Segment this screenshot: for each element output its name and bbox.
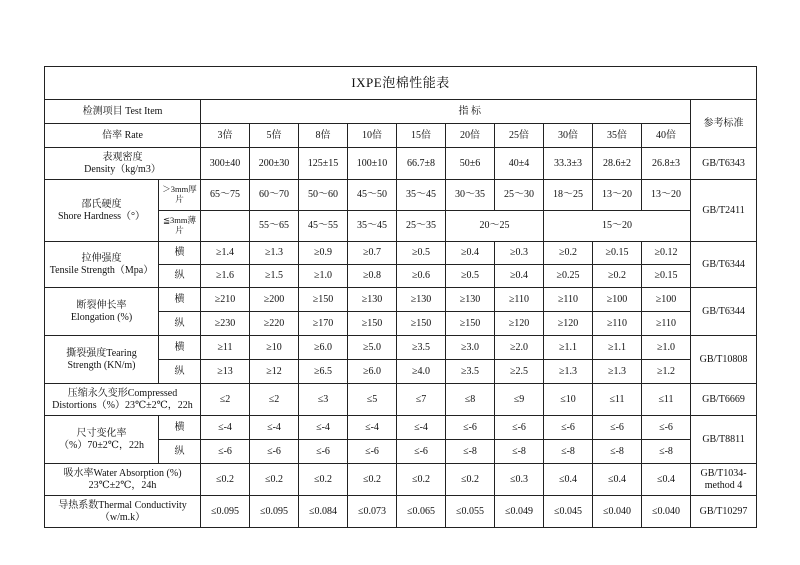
hardness-standard: GB/T2411 (691, 180, 757, 242)
value-cell: ≤-4 (201, 416, 250, 440)
hardness-row-thick (45, 180, 757, 211)
value-cell: ≥0.5 (397, 242, 446, 265)
value-cell: 45～55 (299, 211, 348, 242)
rate-cell: 30倍 (544, 124, 593, 148)
value-cell: ≤-8 (495, 440, 544, 464)
value-cell: ≤-4 (348, 416, 397, 440)
value-cell: ≥6.0 (348, 360, 397, 384)
value-cell: ≤0.2 (446, 464, 495, 496)
value-cell: 35～45 (348, 211, 397, 242)
value-cell: ≥200 (250, 288, 299, 312)
value-cell: ≤-8 (593, 440, 642, 464)
value-cell: ≥130 (397, 288, 446, 312)
value-cell: ≤-4 (250, 416, 299, 440)
tensile-sub-longitudinal: 纵 (159, 265, 201, 288)
value-cell: 60～70 (250, 180, 299, 211)
density-label: 表观密度 Density（kg/m3） (45, 148, 201, 180)
value-cell: 200±30 (250, 148, 299, 180)
hardness-sub-thin: ≦3mm薄片 (159, 211, 201, 242)
value-cell: ≥0.2 (544, 242, 593, 265)
value-cell: ≥0.7 (348, 242, 397, 265)
value-cell: ≤0.065 (397, 496, 446, 528)
value-cell: ≤-6 (397, 440, 446, 464)
value-cell: ≤0.4 (593, 464, 642, 496)
water-standard: GB/T1034- method 4 (691, 464, 757, 496)
value-cell: ≤0.084 (299, 496, 348, 528)
value-cell: ≥0.3 (495, 242, 544, 265)
value-cell: ≤-4 (299, 416, 348, 440)
value-cell: 30～35 (446, 180, 495, 211)
value-cell: 66.7±8 (397, 148, 446, 180)
value-cell: ≤0.049 (495, 496, 544, 528)
thermal-standard: GB/T10297 (691, 496, 757, 528)
rate-cell: 8倍 (299, 124, 348, 148)
value-cell: ≤0.4 (544, 464, 593, 496)
value-cell: ≥150 (397, 312, 446, 336)
value-cell: ≥3.5 (397, 336, 446, 360)
value-cell: ≥0.15 (593, 242, 642, 265)
value-cell: ≥3.0 (446, 336, 495, 360)
rate-cell: 3倍 (201, 124, 250, 148)
value-cell: ≥110 (495, 288, 544, 312)
rate-cell: 10倍 (348, 124, 397, 148)
value-cell: ≥1.0 (642, 336, 691, 360)
value-cell: ≥210 (201, 288, 250, 312)
value-cell: ≤0.055 (446, 496, 495, 528)
value-cell: ≤2 (201, 384, 250, 416)
value-cell: ≤-8 (446, 440, 495, 464)
value-cell: ≥3.5 (446, 360, 495, 384)
density-standard: GB/T6343 (691, 148, 757, 180)
dimensional-sub-transverse: 横 (159, 416, 201, 440)
dimensional-row-transverse (45, 416, 757, 440)
value-cell: ≥110 (593, 312, 642, 336)
value-cell: ≤0.2 (250, 464, 299, 496)
rate-row (45, 124, 757, 148)
value-cell: ≤0.095 (250, 496, 299, 528)
value-cell: ≤11 (642, 384, 691, 416)
value-cell: ≥220 (250, 312, 299, 336)
value-cell: ≤0.045 (544, 496, 593, 528)
value-cell: ≤-6 (299, 440, 348, 464)
value-cell: ≤0.040 (642, 496, 691, 528)
value-cell: ≥0.4 (495, 265, 544, 288)
value-cell: ≥1.3 (544, 360, 593, 384)
value-cell: ≤2 (250, 384, 299, 416)
value-cell: ≥0.2 (593, 265, 642, 288)
dimensional-label: 尺寸变化率 （%）70±2℃，22h (45, 416, 159, 464)
value-cell (201, 211, 250, 242)
value-cell: ≥10 (250, 336, 299, 360)
compression-label: 压缩永久变形Compressed Distortions（%）23℃±2℃，22h (45, 384, 201, 416)
value-cell: ≤-6 (642, 416, 691, 440)
tensile-sub-transverse: 横 (159, 242, 201, 265)
value-cell: 20～25 (446, 211, 544, 242)
value-cell: ≤0.073 (348, 496, 397, 528)
value-cell: ≥6.0 (299, 336, 348, 360)
ixpe-foam-properties-sheet (44, 66, 756, 528)
elongation-row-transverse (45, 288, 757, 312)
value-cell: 15～20 (544, 211, 691, 242)
value-cell: ≥0.5 (446, 265, 495, 288)
value-cell: ≥2.0 (495, 336, 544, 360)
value-cell: ≤-4 (397, 416, 446, 440)
value-cell: ≥110 (642, 312, 691, 336)
value-cell: ≥150 (348, 312, 397, 336)
value-cell: 25～35 (397, 211, 446, 242)
tearing-sub-transverse: 横 (159, 336, 201, 360)
value-cell: ≥0.9 (299, 242, 348, 265)
value-cell: ≥1.6 (201, 265, 250, 288)
value-cell: ≥1.3 (250, 242, 299, 265)
value-cell: ≤-6 (348, 440, 397, 464)
water-label: 吸水率Water Absorption (%) 23℃±2℃，24h (45, 464, 201, 496)
value-cell: 35～45 (397, 180, 446, 211)
value-cell: 25～30 (495, 180, 544, 211)
tensile-label: 拉伸强度 Tensile Strength（Mpa） (45, 242, 159, 288)
value-cell: ≤10 (544, 384, 593, 416)
value-cell: 40±4 (495, 148, 544, 180)
value-cell: ≥4.0 (397, 360, 446, 384)
tearing-row-transverse (45, 336, 757, 360)
hardness-label: 邵氏硬度 Shore Hardness（°） (45, 180, 159, 242)
value-cell: ≥1.1 (544, 336, 593, 360)
value-cell: 100±10 (348, 148, 397, 180)
value-cell: ≤-6 (446, 416, 495, 440)
value-cell: ≤0.2 (299, 464, 348, 496)
hardness-sub-thick: ＞3mm厚片 (159, 180, 201, 211)
rate-cell: 35倍 (593, 124, 642, 148)
value-cell: ≥230 (201, 312, 250, 336)
value-cell: 33.3±3 (544, 148, 593, 180)
value-cell: 50～60 (299, 180, 348, 211)
value-cell: ≤11 (593, 384, 642, 416)
rate-cell: 25倍 (495, 124, 544, 148)
value-cell: ≥100 (642, 288, 691, 312)
value-cell: 55～65 (250, 211, 299, 242)
water-row (45, 464, 757, 496)
value-cell: ≥1.2 (642, 360, 691, 384)
value-cell: ≥170 (299, 312, 348, 336)
value-cell: ≥120 (495, 312, 544, 336)
compression-standard: GB/T6669 (691, 384, 757, 416)
elongation-sub-longitudinal: 纵 (159, 312, 201, 336)
value-cell: ≥1.3 (593, 360, 642, 384)
value-cell: ≤5 (348, 384, 397, 416)
tensile-row-transverse (45, 242, 757, 265)
tearing-label: 撕裂强度Tearing Strength (KN/m) (45, 336, 159, 384)
compression-row (45, 384, 757, 416)
value-cell: ≥13 (201, 360, 250, 384)
value-cell: ≥1.1 (593, 336, 642, 360)
value-cell: 18～25 (544, 180, 593, 211)
density-row (45, 148, 757, 180)
value-cell: ≤9 (495, 384, 544, 416)
value-cell: ≥0.12 (642, 242, 691, 265)
value-cell: ≥0.25 (544, 265, 593, 288)
value-cell: ≤0.3 (495, 464, 544, 496)
elongation-standard: GB/T6344 (691, 288, 757, 336)
value-cell: ≥12 (250, 360, 299, 384)
value-cell: 50±6 (446, 148, 495, 180)
value-cell: ≥5.0 (348, 336, 397, 360)
thermal-row (45, 496, 757, 528)
value-cell: ≤8 (446, 384, 495, 416)
value-cell: ≥110 (544, 288, 593, 312)
tensile-standard: GB/T6344 (691, 242, 757, 288)
value-cell: ≥1.5 (250, 265, 299, 288)
value-cell: 45～50 (348, 180, 397, 211)
value-cell: ≤-8 (544, 440, 593, 464)
value-cell: ≥120 (544, 312, 593, 336)
rate-cell: 20倍 (446, 124, 495, 148)
value-cell: ≤0.4 (642, 464, 691, 496)
dimensional-sub-longitudinal: 纵 (159, 440, 201, 464)
header-rate: 倍率 Rate (45, 124, 201, 148)
value-cell: ≥0.4 (446, 242, 495, 265)
value-cell: ≥150 (446, 312, 495, 336)
value-cell: ≤-8 (642, 440, 691, 464)
value-cell: 65～75 (201, 180, 250, 211)
value-cell: 13～20 (642, 180, 691, 211)
value-cell: ≤0.2 (348, 464, 397, 496)
value-cell: ≤-6 (495, 416, 544, 440)
value-cell: ≥11 (201, 336, 250, 360)
value-cell: ≥100 (593, 288, 642, 312)
value-cell: ≤0.095 (201, 496, 250, 528)
tearing-standard: GB/T10808 (691, 336, 757, 384)
value-cell: ≤0.2 (397, 464, 446, 496)
value-cell: 13～20 (593, 180, 642, 211)
value-cell: ≥130 (446, 288, 495, 312)
thermal-label: 导热系数Thermal Conductivity （w/m.k） (45, 496, 201, 528)
value-cell: ≤-6 (201, 440, 250, 464)
value-cell: ≤7 (397, 384, 446, 416)
table-title: IXPE泡棉性能表 (45, 67, 757, 100)
value-cell: ≥0.15 (642, 265, 691, 288)
value-cell: ≤0.2 (201, 464, 250, 496)
value-cell: 300±40 (201, 148, 250, 180)
value-cell: ≥6.5 (299, 360, 348, 384)
elongation-label: 断裂伸长率 Elongation (%) (45, 288, 159, 336)
tearing-sub-longitudinal: 纵 (159, 360, 201, 384)
dimensional-standard: GB/T8811 (691, 416, 757, 464)
value-cell: ≥1.0 (299, 265, 348, 288)
properties-table (44, 66, 757, 528)
value-cell: ≥130 (348, 288, 397, 312)
rate-cell: 15倍 (397, 124, 446, 148)
value-cell: ≥0.6 (397, 265, 446, 288)
elongation-sub-transverse: 横 (159, 288, 201, 312)
header-reference: 参考标准 (691, 100, 757, 148)
value-cell: ≥150 (299, 288, 348, 312)
value-cell: ≥0.8 (348, 265, 397, 288)
value-cell: 125±15 (299, 148, 348, 180)
value-cell: ≤-6 (250, 440, 299, 464)
value-cell: ≤-6 (544, 416, 593, 440)
value-cell: 26.8±3 (642, 148, 691, 180)
value-cell: 28.6±2 (593, 148, 642, 180)
value-cell: ≥2.5 (495, 360, 544, 384)
rate-cell: 40倍 (642, 124, 691, 148)
value-cell: ≤3 (299, 384, 348, 416)
value-cell: ≥1.4 (201, 242, 250, 265)
header-test-item: 检测项目 Test Item (45, 100, 201, 124)
header-indicator: 指 标 (250, 100, 691, 124)
value-cell: ≤-6 (593, 416, 642, 440)
rate-cell: 5倍 (250, 124, 299, 148)
value-cell: ≤0.040 (593, 496, 642, 528)
